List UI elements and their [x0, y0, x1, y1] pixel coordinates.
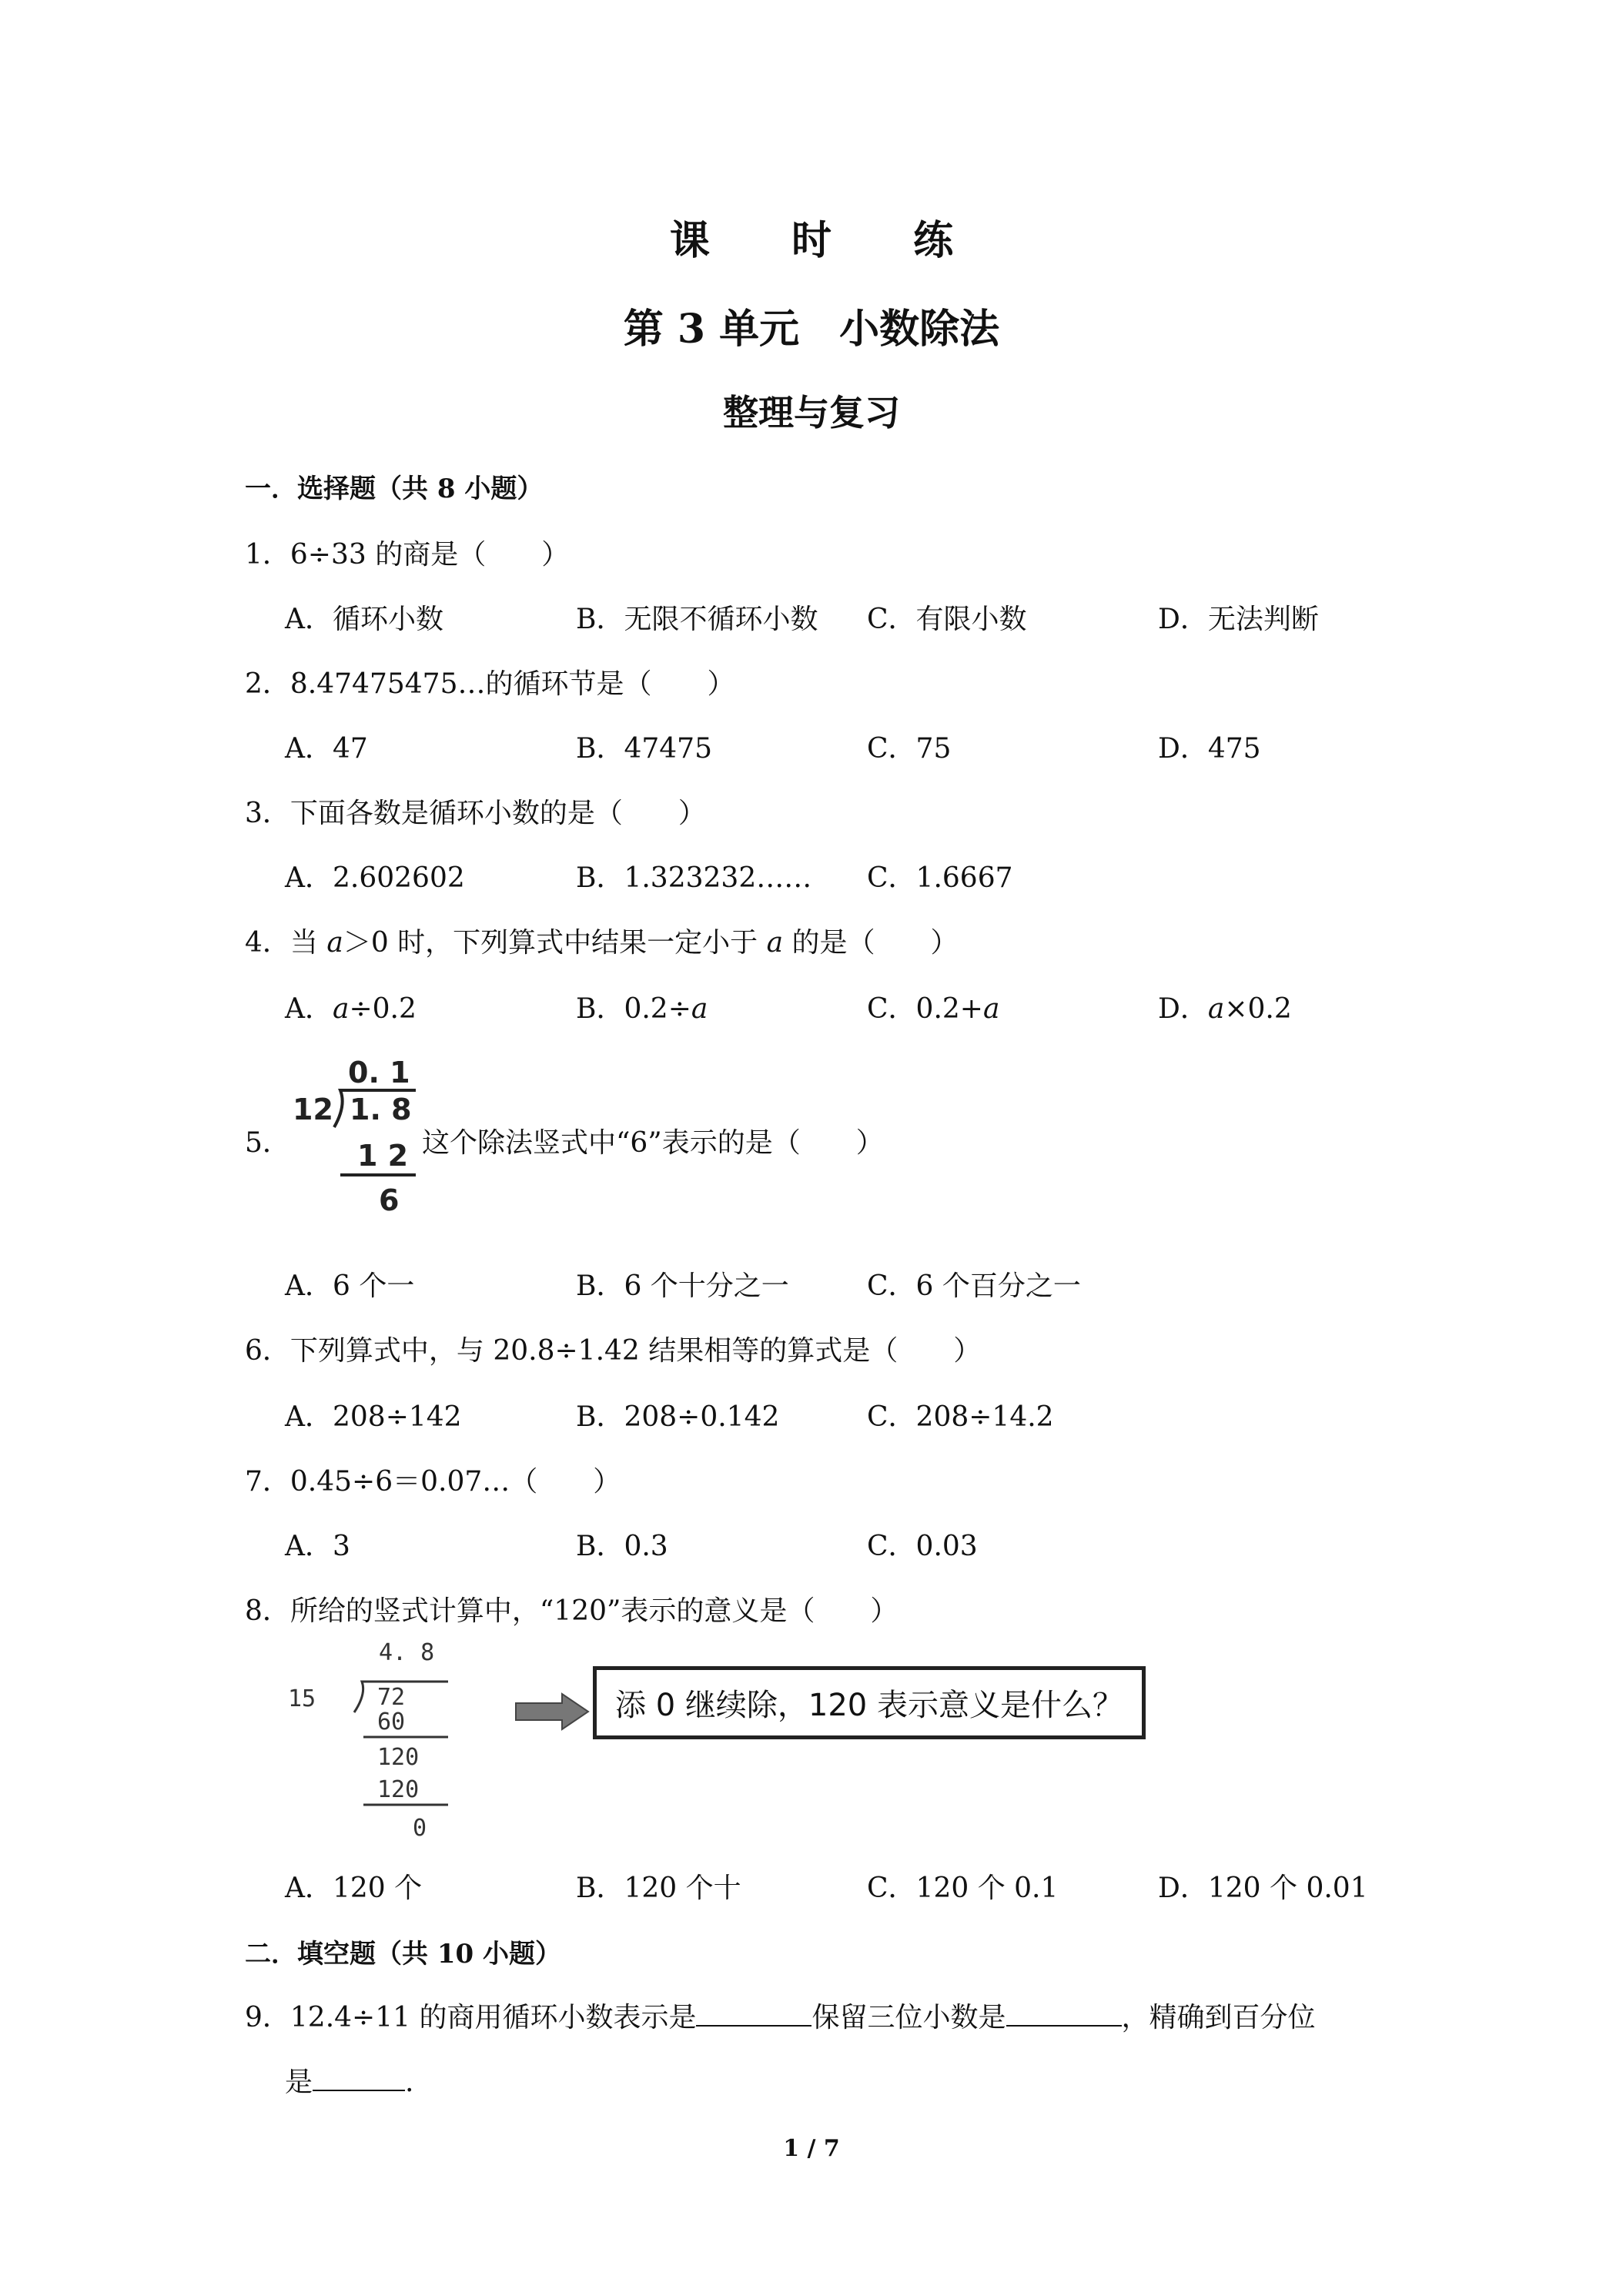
q6-option-c: C．208÷14.2	[867, 1401, 1054, 1433]
question-6-stem: 6．下列算式中，与 20.8÷1.42 结果相等的算式是（ ）	[245, 1335, 982, 1367]
question-5-stem: 这个除法竖式中“6”表示的是（ ）	[422, 1127, 884, 1159]
q5-quotient: 0. 1	[348, 1056, 410, 1089]
q8-line1: 60	[377, 1709, 406, 1735]
q8-quotient: 4. 8	[379, 1639, 435, 1666]
q9-blank-3[interactable]	[313, 2089, 405, 2091]
q2-option-b: B．47475	[576, 733, 712, 765]
q7-option-b: B．0.3	[576, 1531, 668, 1562]
q8-line2: 120	[377, 1744, 420, 1771]
section-heading-fill: 二．填空题（共 10 小题）	[245, 1939, 561, 1970]
q9-blank-1[interactable]	[696, 2024, 812, 2027]
question-1-stem: 1．6÷33 的商是（ ）	[245, 539, 570, 571]
q2-option-c: C．75	[867, 733, 952, 765]
q5-option-b: B．6 个十分之一	[576, 1270, 789, 1302]
q5-product: 1 2	[357, 1139, 409, 1173]
q4-option-d: D．a×0.2	[1158, 993, 1292, 1025]
section-heading-choice: 一．选择题（共 8 小题）	[245, 474, 544, 504]
q5-dividend: 1. 8	[350, 1093, 412, 1126]
subtitle: 整理与复习	[723, 392, 900, 433]
question-5-number: 5．	[245, 1127, 290, 1159]
q1-option-c: C．有限小数	[867, 604, 1027, 635]
question-2-stem: 2．8.47475475…的循环节是（ ）	[245, 668, 735, 700]
question-9-line-2: 是 .	[285, 2067, 414, 2098]
q3-option-c: C．1.6667	[867, 862, 1013, 894]
question-3-stem: 3．下面各数是循环小数的是（ ）	[245, 798, 706, 829]
q8-option-d: D．120 个 0.01	[1158, 1873, 1368, 1904]
arrow-right-icon	[514, 1692, 591, 1731]
q7-option-a: A．3	[285, 1531, 350, 1562]
q8-divisor: 15	[288, 1685, 316, 1712]
q2-option-d: D．475	[1158, 733, 1261, 765]
q5-option-c: C．6 个百分之一	[867, 1270, 1081, 1302]
q8-line4: 0	[413, 1815, 427, 1842]
q5-divisor: 12	[293, 1093, 333, 1126]
q5-division-figure	[286, 1052, 425, 1221]
q9-blank-2[interactable]	[1006, 2024, 1122, 2027]
q5-option-a: A．6 个一	[285, 1270, 415, 1302]
q6-option-a: A．208÷142	[285, 1401, 462, 1433]
q1-option-b: B．无限不循环小数	[576, 604, 818, 635]
q8-dividend: 72	[377, 1684, 406, 1711]
page-title: 课 时 练	[669, 217, 988, 264]
q6-option-b: B．208÷0.142	[576, 1401, 780, 1433]
question-9-line-1: 9．12.4÷11 的商用循环小数表示是 保留三位小数是 ，精确到百分位	[245, 2002, 1316, 2033]
q1-option-d: D．无法判断	[1158, 604, 1319, 635]
q5-remainder: 6	[379, 1183, 400, 1217]
q8-line3: 120	[377, 1776, 420, 1803]
q8-prompt-box: 添 0 继续除，120 表示意义是什么？	[593, 1666, 1146, 1739]
q1-option-a: A．循环小数	[285, 604, 443, 635]
q2-option-a: A．47	[285, 733, 368, 765]
question-8-stem: 8．所给的竖式计算中，“120”表示的意义是（ ）	[245, 1595, 899, 1627]
q4-option-b: B．0.2÷a	[576, 993, 708, 1025]
q8-division-figure	[286, 1634, 479, 1842]
q8-option-c: C．120 个 0.1	[867, 1873, 1059, 1904]
q3-option-b: B．1.323232……	[576, 862, 812, 894]
q8-option-a: A．120 个	[285, 1873, 423, 1904]
unit-title: 第 3 单元 小数除法	[623, 306, 1000, 353]
q4-option-a: A．a÷0.2	[285, 993, 417, 1025]
q4-option-c: C．0.2+a	[867, 993, 1000, 1025]
q8-option-b: B．120 个十	[576, 1873, 741, 1904]
page-number: 1 / 7	[783, 2135, 840, 2162]
question-4-stem: 4．当 a＞0 时，下列算式中结果一定小于 a 的是（ ）	[245, 927, 959, 959]
q7-option-c: C．0.03	[867, 1531, 978, 1562]
q3-option-a: A．2.602602	[285, 862, 465, 894]
question-7-stem: 7．0.45÷6＝0.07…（ ）	[245, 1466, 621, 1498]
